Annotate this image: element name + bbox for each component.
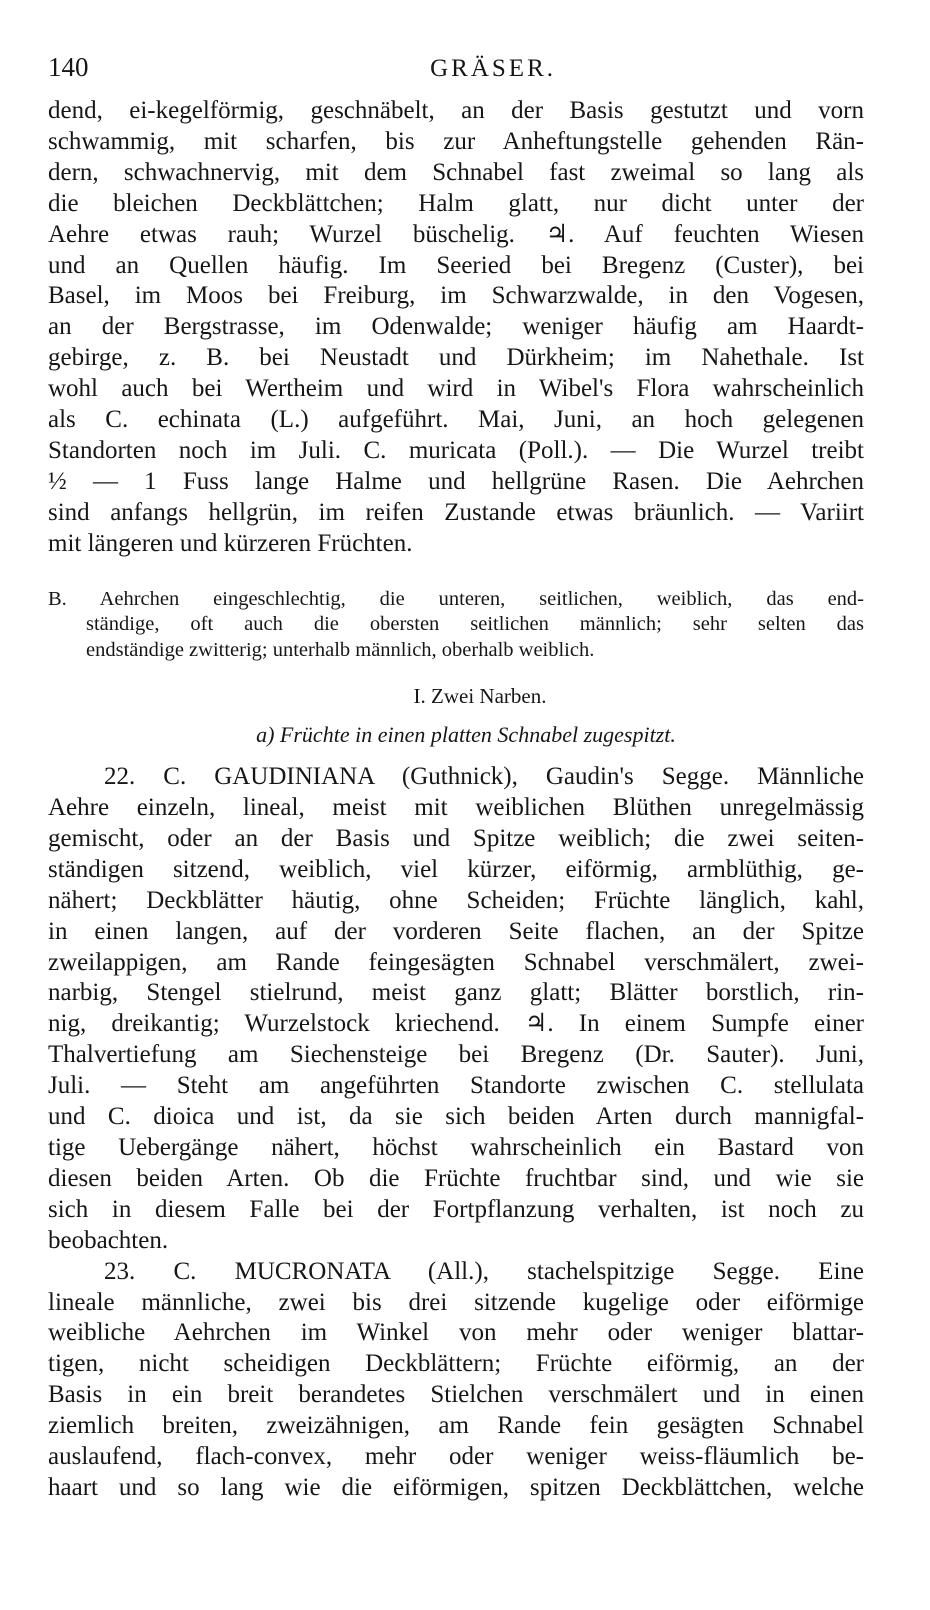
text-line: die bleichen Deckblättchen; Halm glatt, nur dicht unter der bbox=[48, 189, 864, 217]
text-line: Juli. — Steht am angeführten Standorte zwischen C. stellulata bbox=[48, 1072, 864, 1100]
text-line: dern, schwachnervig, mit dem Schnabel fast zweimal so lang als bbox=[48, 158, 864, 186]
text-line: schwammig, mit scharfen, bis zur Anheftungstelle gehenden Rän- bbox=[48, 127, 864, 155]
text-line: sind anfangs hellgrün, im reifen Zustande etwas bräunlich. — Variirt bbox=[48, 498, 864, 526]
paragraph-continuation bbox=[48, 96, 864, 560]
text-line: diesen beiden Arten. Ob die Früchte fruchtbar sind, und wie sie bbox=[48, 1164, 864, 1192]
text-line: narbig, Stengel stielrund, meist ganz glatt; Blätter borstlich, rin- bbox=[48, 979, 864, 1007]
text-line: ständigen sitzend, weiblich, viel kürzer, eiförmig, armblüthig, ge- bbox=[48, 855, 864, 883]
text-line: weibliche Aehrchen im Winkel von mehr oder weniger blattar- bbox=[48, 1319, 864, 1347]
text-line: auslaufend, flach-convex, mehr oder weniger weiss-fläumlich be- bbox=[48, 1443, 864, 1471]
subsection-heading: I. Zwei Narben. bbox=[413, 684, 547, 709]
text-line: zweilappigen, am Rande feingesägten Schnabel verschmälert, zwei- bbox=[48, 948, 864, 976]
species-22-entry bbox=[48, 762, 864, 1257]
text-line: und C. dioica und ist, da sie sich beiden Arten durch mannigfal- bbox=[48, 1103, 864, 1131]
text-line: mit längeren und kürzeren Früchten. bbox=[48, 529, 413, 557]
text-line: Aehre etwas rauh; Wurzel büschelig. ♃. Auf feuchten Wiesen bbox=[48, 220, 864, 248]
text-line: haart und so lang wie die eiförmigen, spitzen Deckblättchen, welche bbox=[48, 1473, 864, 1501]
species-title-line: 23. C. MUCRONATA (All.), stachelspitzige Segge. Eine bbox=[104, 1257, 864, 1285]
text-line: beobachten. bbox=[48, 1226, 169, 1254]
text-line: lineale männliche, zwei bis drei sitzende kugelige oder eiförmige bbox=[48, 1288, 864, 1316]
page-number: 140 bbox=[48, 52, 89, 82]
text-line: Basel, im Moos bei Freiburg, im Schwarzwalde, in den Vogesen, bbox=[48, 282, 864, 310]
text-line: Thalvertiefung am Siechensteige bei Bregenz (Dr. Sauter). Juni, bbox=[48, 1041, 864, 1069]
text-line: sich in diesem Falle bei der Fortpflanzung verhalten, ist noch zu bbox=[48, 1195, 864, 1223]
text-line: ziemlich breiten, zweizähnigen, am Rande fein gesägten Schnabel bbox=[48, 1412, 864, 1440]
text-line: wohl auch bei Wertheim und wird in Wibel's Flora wahrscheinlich bbox=[48, 375, 864, 403]
text-line: gemischt, oder an der Basis und Spitze weiblich; die zwei seiten- bbox=[48, 824, 864, 852]
text-line: dend, ei-kegelförmig, geschnäbelt, an der Basis gestutzt und vorn bbox=[48, 97, 864, 124]
group-heading: a) Früchte in einen platten Schnabel zugespitzt. bbox=[256, 722, 676, 748]
text-line: Aehre einzeln, lineal, meist mit weiblichen Blüthen unregelmässig bbox=[48, 794, 864, 821]
text-line: gebirge, z. B. bei Neustadt und Dürkheim; im Nahethale. Ist bbox=[48, 344, 864, 372]
species-23-entry bbox=[48, 1257, 864, 1504]
text-line: B. Aehrchen eingeschlechtig, die unteren, seitlichen, weiblich, das end- bbox=[48, 587, 864, 610]
running-head: GRÄSER. bbox=[430, 55, 556, 82]
text-line: an der Bergstrasse, im Odenwalde; weniger häufig am Haardt- bbox=[48, 313, 864, 341]
section-b-key bbox=[48, 587, 864, 664]
text-line: nähert; Deckblätter häutig, ohne Scheiden; Früchte länglich, kahl, bbox=[48, 886, 864, 914]
text-line: tigen, nicht scheidigen Deckblättern; Früchte eiförmig, an der bbox=[48, 1350, 864, 1378]
text-line: tige Uebergänge nähert, höchst wahrscheinlich ein Bastard von bbox=[48, 1133, 864, 1161]
text-line: und an Quellen häufig. Im Seeried bei Bregenz (Custer), bei bbox=[48, 251, 864, 279]
text-line: als C. echinata (L.) aufgeführt. Mai, Juni, an hoch gelegenen bbox=[48, 406, 864, 434]
text-line: ½ — 1 Fuss lange Halme und hellgrüne Rasen. Die Aehrchen bbox=[48, 467, 864, 495]
text-line: nig, dreikantig; Wurzelstock kriechend. ♃. In einem Sumpfe einer bbox=[48, 1010, 864, 1038]
text-line: in einen langen, auf der vorderen Seite flachen, an der Spitze bbox=[48, 917, 864, 945]
text-line: Standorten noch im Juli. C. muricata (Poll.). — Die Wurzel treibt bbox=[48, 436, 864, 464]
text-line: ständige, oft auch die obersten seitlichen männlich; sehr selten das bbox=[86, 613, 864, 636]
page-header bbox=[48, 52, 864, 96]
text-line: endständige zwitterig; unterhalb männlich, oberhalb weiblich. bbox=[86, 638, 595, 661]
text-line: Basis in ein breit berandetes Stielchen verschmälert und in einen bbox=[48, 1381, 864, 1409]
species-title-line: 22. C. GAUDINIANA (Guthnick), Gaudin's Segge. Männliche bbox=[104, 763, 864, 791]
